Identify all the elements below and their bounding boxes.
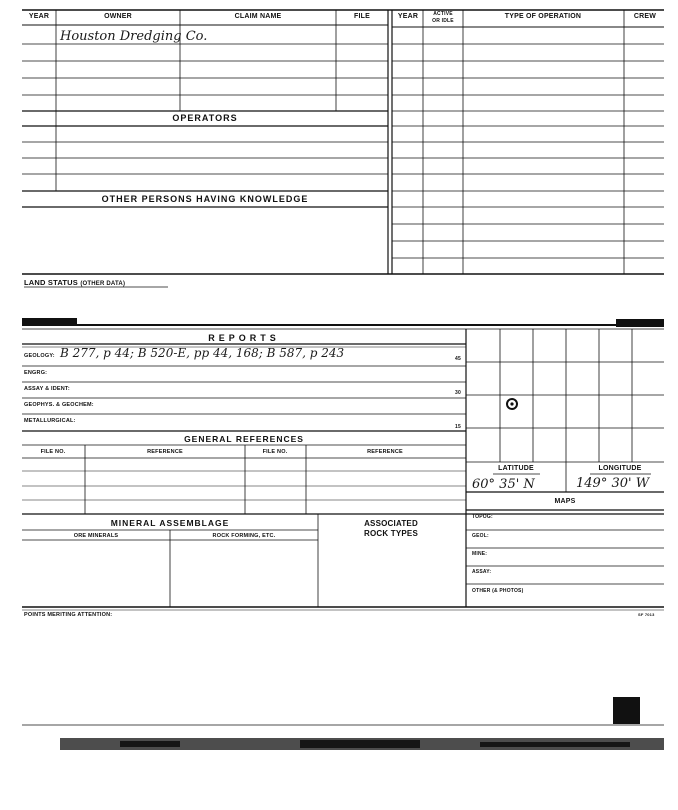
- active-header-line1: ACTIVE: [433, 11, 453, 17]
- maps-topog-label: TOPOG:: [472, 514, 493, 520]
- geology-count: 45: [455, 356, 461, 362]
- op-year-header: YEAR: [397, 13, 419, 20]
- latitude-label: LATITUDE: [498, 465, 534, 472]
- type-of-operation-header: TYPE OF OPERATION: [504, 13, 582, 20]
- reports-heading: REPORTS: [208, 333, 280, 343]
- maps-mine-label: MINE:: [472, 551, 488, 557]
- owner-header: OWNER: [104, 13, 132, 20]
- geology-entry: B 277, p 44; B 520-E, pp 44, 168; B 587, p 243: [60, 346, 345, 360]
- associated-rock-types-line1: ASSOCIATED: [364, 519, 418, 528]
- latitude-value: 60° 35' N: [472, 477, 535, 492]
- ref-file-no-header-2: FILE NO.: [262, 449, 288, 455]
- general-references-heading: GENERAL REFERENCES: [184, 434, 304, 444]
- land-status-sublabel: (OTHER DATA): [80, 281, 126, 287]
- active-header-line2: OR IDLE: [432, 18, 454, 24]
- other-persons-heading: OTHER PERSONS HAVING KNOWLEDGE: [101, 194, 309, 204]
- assay-count: 30: [455, 390, 461, 396]
- file-header: FILE: [354, 13, 370, 20]
- associated-rock-types-line2: ROCK TYPES: [363, 529, 419, 538]
- crew-header: CREW: [633, 13, 657, 20]
- form-number: SF 7013: [638, 612, 655, 617]
- metallurgical-label: METALLURGICAL:: [24, 418, 76, 424]
- ref-reference-header-1: REFERENCE: [147, 449, 183, 455]
- land-status-label: [24, 278, 125, 287]
- maps-assay-label: ASSAY:: [472, 569, 492, 575]
- land-status-text: LAND STATUS: [24, 278, 79, 287]
- claim-name-header: CLAIM NAME: [234, 13, 282, 20]
- longitude-value: 149° 30' W: [576, 476, 650, 491]
- year-header: YEAR: [28, 13, 50, 20]
- geology-label: GEOLOGY:: [24, 353, 55, 359]
- points-meriting-attention: POINTS MERITING ATTENTION:: [24, 612, 113, 618]
- engrg-label: ENGRG:: [24, 370, 48, 376]
- assay-ident-label: ASSAY & IDENT:: [24, 386, 70, 392]
- longitude-label: LONGITUDE: [598, 465, 642, 472]
- maps-other-label: OTHER (& PHOTOS): [472, 588, 524, 594]
- metallurgical-count: 15: [455, 424, 461, 430]
- maps-heading: MAPS: [554, 498, 576, 505]
- ref-file-no-header-1: FILE NO.: [40, 449, 66, 455]
- mineral-assemblage-heading: MINERAL ASSEMBLAGE: [110, 518, 230, 528]
- ore-minerals-header: ORE MINERALS: [73, 533, 119, 539]
- geophys-label: GEOPHYS. & GEOCHEM:: [24, 402, 94, 408]
- owner-entry: Houston Dredging Co.: [60, 29, 208, 44]
- maps-geol-label: GEOL:: [472, 533, 489, 539]
- operators-heading: OPERATORS: [172, 113, 238, 123]
- ref-reference-header-2: REFERENCE: [367, 449, 403, 455]
- rock-forming-header: ROCK FORMING, ETC.: [212, 533, 276, 539]
